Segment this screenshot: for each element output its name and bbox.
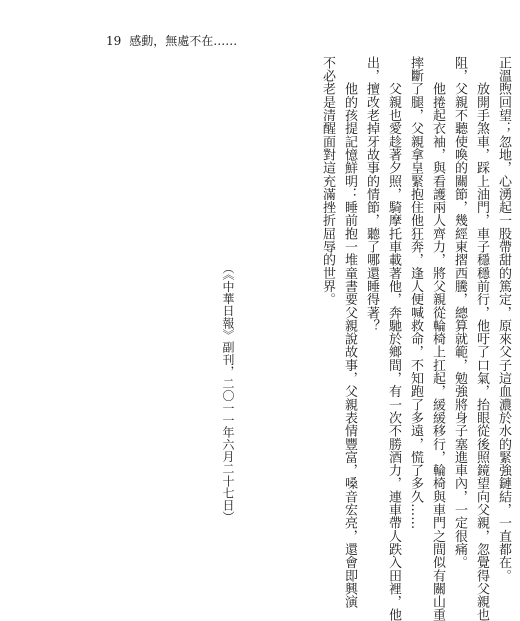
text-column: 父親也愛趁著夕照，騎摩托車載著他，奔馳於鄉間，有一次不勝酒力，連車帶人跌入田裡，他 <box>386 56 401 621</box>
source-citation: （《中華日報》副刊，二〇一一年六月二十七日） <box>221 262 235 524</box>
running-title: 感動，無處不在…… <box>129 34 238 48</box>
text-column: 不必老是清醒面對這充滿挫折屈辱的世界。 <box>320 56 335 306</box>
text-column: 他捲起衣袖，與看護兩人齊力，將父親從輪椅上扛起，緩緩移行，輪椅與車門之間似有關山重 <box>430 56 445 621</box>
text-column: 放開手煞車，踩上油門，車子穩穩前行，他吁了口氣，抬眼從後照鏡望向父親，忽覺得父親也 <box>474 56 489 621</box>
text-column: 摔斷了腿，父親拿皇緊抱住他狂奔，逢人便喊救命，不知跑了多遠，慌了多久…… <box>408 56 423 530</box>
text-column: 出，擅改老掉牙故事的情節，聽了哪還睡得著？ <box>364 56 379 333</box>
text-column: 阻，父親不聽使喚的關節，幾經東摺西騰，總算就範，勉強將身子塞進車內，一定很痛。 <box>452 56 467 569</box>
page-number: 19 <box>106 34 122 48</box>
text-column: 他的孩提記憶鮮明：睡前抱一堆童書要父親說故事，父親表情豐富，嗓音宏亮，還會即興演 <box>342 56 357 609</box>
text-column: 正溫煦回望；忽地，心湧起一股帶甜的篤定，原來父子這血濃於水的緊強鏈結，一直都在。 <box>496 56 511 582</box>
page-header <box>106 32 237 49</box>
